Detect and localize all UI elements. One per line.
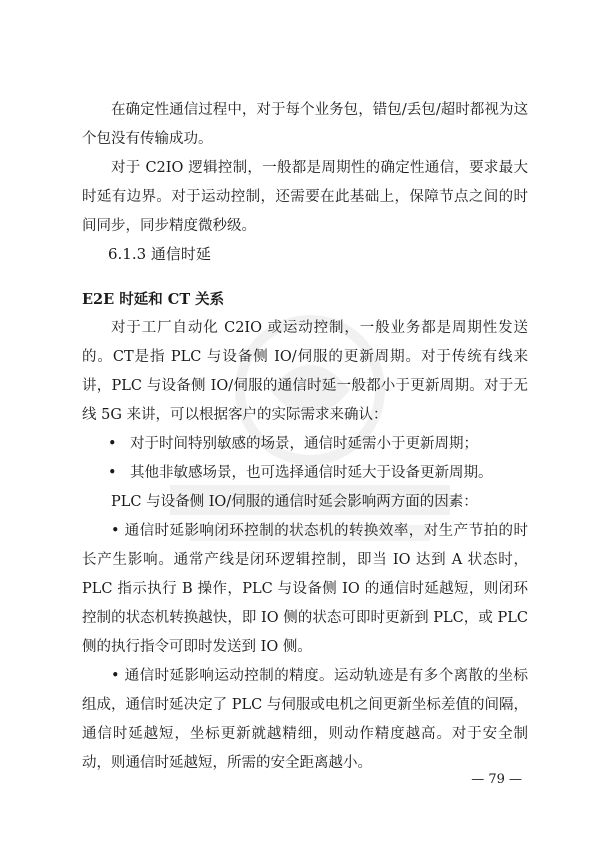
bullet-item: [108, 430, 528, 459]
bullet-dot-icon: •: [111, 523, 125, 539]
paragraph-2: 对于 C2IO 逻辑控制，一般都是周期性的确定性通信，要求最大时延有边界。对于运动控制，还需要在此基础上，保障节点之间的时间同步，同步精度微秒级。: [82, 160, 528, 234]
paragraph-3: 对于工厂自动化 C2IO 或运动控制，一般业务都是周期性发送的。CT是指 PLC 与设备侧 IO/伺服的更新周期。对于传统有线来讲，PLC 与设备侧 IO/伺服的通信时延一般都小于更新周期。对于无线 5G 来讲，可以根据客户的实际需求来确认：: [82, 320, 528, 423]
subheading-e2e: E2E 时延和 CT 关系: [82, 291, 225, 308]
bullet-text: 其他非敏感场景，也可选择通信时延大于设备更新周期。: [130, 465, 493, 481]
bullet-dot-icon: •: [108, 465, 117, 481]
paragraph-1: 在确定性通信过程中，对于每个业务包，错包/丢包/超时都视为这个包没有传输成功。: [82, 102, 528, 147]
bullet-dot-icon: •: [108, 436, 117, 452]
bullet-paragraph-2: [82, 662, 528, 778]
bullet-dot-icon: •: [111, 668, 125, 684]
bullet-text: 通信时延影响运动控制的精度。运动轨迹是有多个离散的坐标组成，通信时延决定了 PLC 与伺服或电机之间更新坐标差值的间隔，通信时延越短，坐标更新就越精细，则动作精度越高。对于安全制动，则通信时延越短，所需的安全距离越小。: [82, 668, 528, 771]
bullet-text: 通信时延影响闭环控制的状态机的转换效率，对生产节拍的时长产生影响。通常产线是闭环逻辑控制，即当 IO 达到 A 状态时，PLC 指示执行 B 操作，PLC 与设备侧 IO 的通信时延越短，则闭环控制的状态机转换越快，即 IO 侧的状态可即时更新到 PLC，或 PLC 侧的执行指令可即时发送到 IO 侧。: [82, 523, 528, 655]
page-number: — 79 —: [471, 772, 522, 787]
section-title: 6.1.3 通信时延: [108, 245, 211, 263]
bullet-text: 对于时间特别敏感的场景，通信时延需小于更新周期；: [130, 436, 478, 452]
paragraph-4: PLC 与设备侧 IO/伺服的通信时延会影响两方面的因素：: [111, 494, 478, 510]
bullet-paragraph-1: [82, 517, 528, 662]
bullet-item: [108, 459, 528, 488]
